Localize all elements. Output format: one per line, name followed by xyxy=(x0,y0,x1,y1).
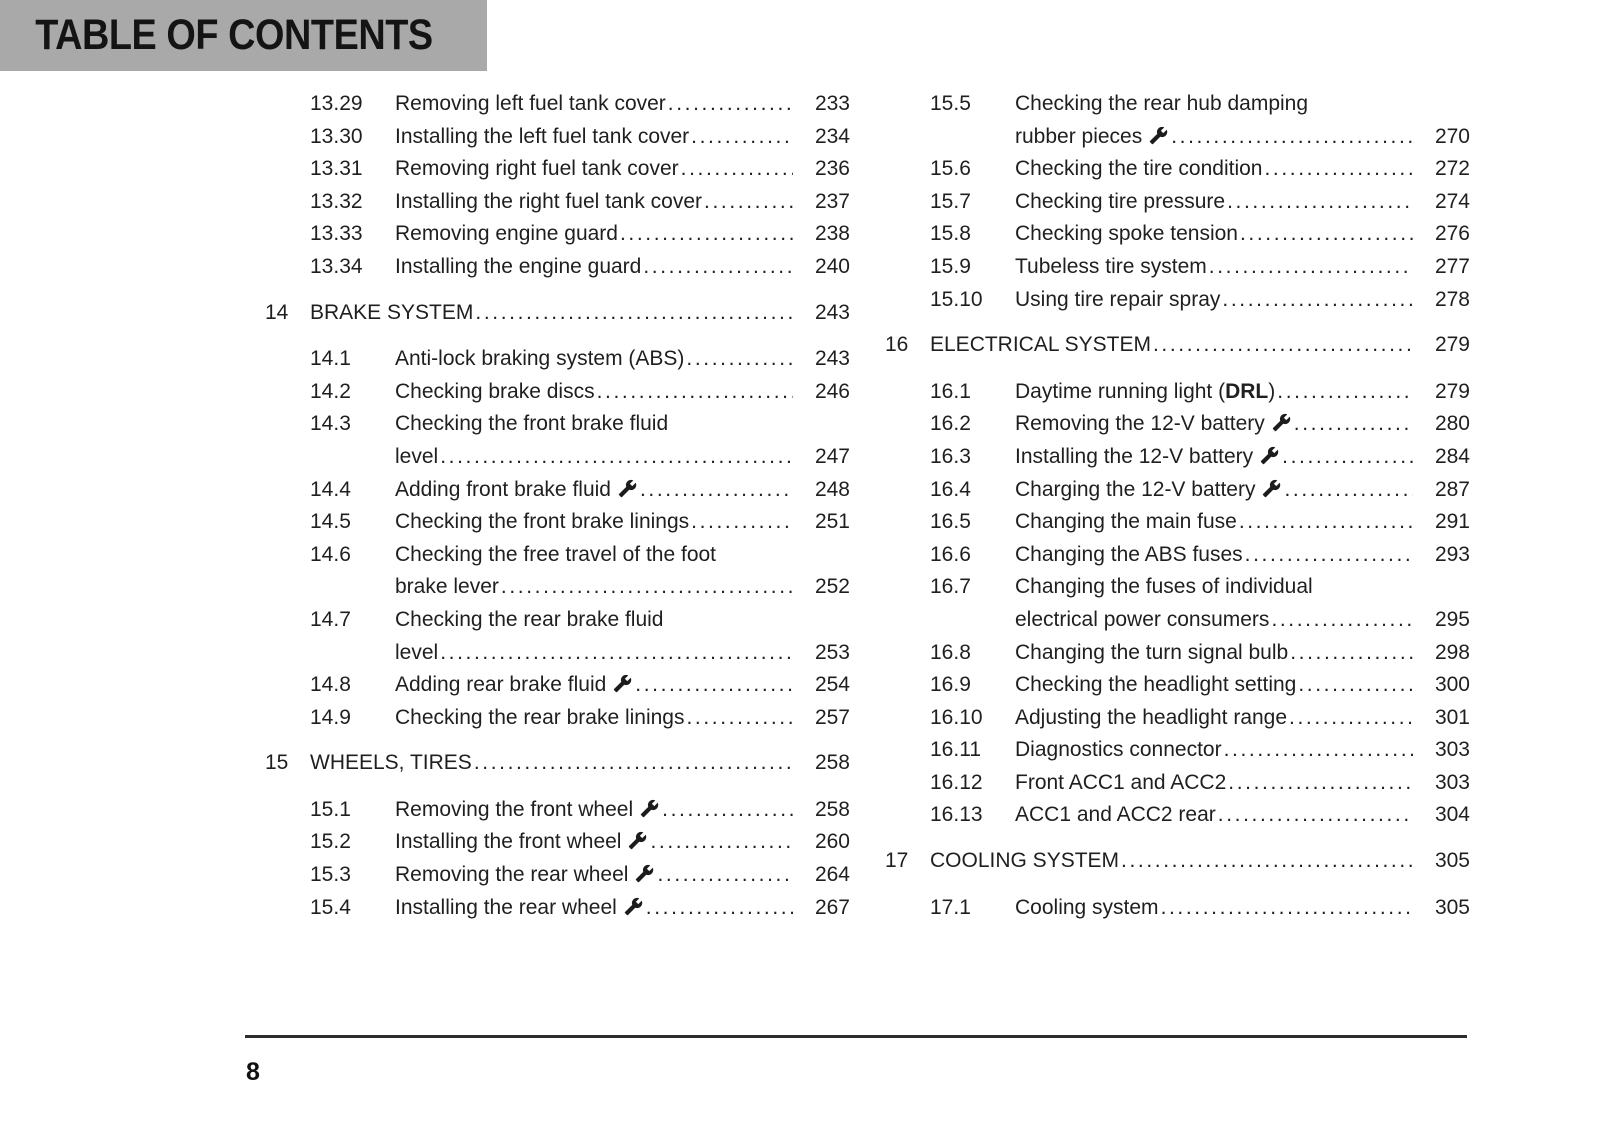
entry-page: 303 xyxy=(1434,770,1470,794)
toc-entry xyxy=(885,571,1470,604)
entry-number: 14.7 xyxy=(310,607,351,631)
entry-page: 277 xyxy=(1434,254,1470,278)
toc-entry xyxy=(265,376,850,409)
entry-page: 291 xyxy=(1434,510,1470,534)
entry-number: 13.34 xyxy=(310,254,363,278)
entry-title: level xyxy=(395,444,439,468)
entry-number: 16.13 xyxy=(930,803,983,827)
entry-title: Checking the rear hub damping xyxy=(1015,92,1309,115)
entry-number: 15.2 xyxy=(310,830,351,854)
entry-number: 17.1 xyxy=(930,895,971,919)
chapter-page: 243 xyxy=(814,300,850,324)
entry-title: Installing the left fuel tank cover xyxy=(395,124,690,148)
toc-entry xyxy=(265,218,850,251)
entry-title: Anti-lock braking system (ABS) xyxy=(395,347,685,371)
toc-entry xyxy=(265,474,850,507)
entry-page: 264 xyxy=(814,863,850,887)
toc-entry xyxy=(885,637,1470,670)
toc-entry xyxy=(265,186,850,219)
chapter-number: 17 xyxy=(885,849,909,873)
toc-entry xyxy=(265,153,850,186)
entry-number: 15.1 xyxy=(310,797,351,821)
dot-leader xyxy=(1294,408,1413,441)
entry-page: 267 xyxy=(814,895,850,919)
entry-title: Checking spoke tension xyxy=(1015,222,1238,246)
chapter-number: 14 xyxy=(265,300,289,324)
toc-entry xyxy=(265,702,850,735)
entry-title: Removing the 12-V battery xyxy=(1015,412,1265,436)
toc-entry xyxy=(265,408,850,441)
toc-entry-continuation xyxy=(265,441,850,474)
entry-title: Diagnostics connector xyxy=(1015,738,1222,762)
dot-leader xyxy=(1121,845,1413,878)
toc-entry xyxy=(265,669,850,702)
entry-page: 293 xyxy=(1434,542,1470,566)
chapter-number: 16 xyxy=(885,333,909,357)
toc-entry xyxy=(885,474,1470,507)
toc-entry xyxy=(265,859,850,892)
entry-title: Charging the 12-V battery xyxy=(1015,477,1256,501)
entry-title: Tubeless tire system xyxy=(1015,254,1207,278)
dot-leader xyxy=(1239,506,1413,539)
entry-number: 13.29 xyxy=(310,92,363,115)
entry-number: 13.32 xyxy=(310,189,363,213)
entry-page: 243 xyxy=(814,347,850,371)
toc-chapter xyxy=(885,845,1470,878)
toc-entry xyxy=(265,604,850,637)
toc-entry-continuation xyxy=(885,604,1470,637)
entry-number: 16.9 xyxy=(930,673,971,697)
entry-title: Changing the ABS fuses xyxy=(1015,542,1243,566)
toc-entry-continuation xyxy=(265,637,850,670)
toc-entry xyxy=(265,251,850,284)
entry-title: Daytime running light (DRL) xyxy=(1015,379,1276,403)
entry-number: 16.8 xyxy=(930,640,971,664)
dot-leader xyxy=(657,859,793,892)
entry-title: Checking the rear brake fluid xyxy=(395,607,664,631)
entry-title: rubber pieces xyxy=(1015,124,1143,148)
dot-leader xyxy=(635,669,793,702)
entry-page: 298 xyxy=(1434,640,1470,664)
toc-entry-continuation xyxy=(265,571,850,604)
dot-leader xyxy=(650,826,793,859)
entry-number: 16.2 xyxy=(930,412,971,436)
entry-page: 258 xyxy=(814,797,850,821)
entry-number: 16.1 xyxy=(930,379,971,403)
dot-leader xyxy=(640,474,793,507)
dot-leader xyxy=(704,186,793,219)
entry-number: 13.30 xyxy=(310,124,363,148)
toc-entry xyxy=(885,799,1470,832)
entry-title: Checking the rear brake linings xyxy=(395,705,685,729)
entry-title: Installing the 12-V battery xyxy=(1015,444,1254,468)
entry-number: 15.7 xyxy=(930,189,971,213)
toc-entry xyxy=(885,408,1470,441)
dot-leader xyxy=(1290,637,1413,670)
entry-page: 238 xyxy=(814,222,850,246)
dot-leader xyxy=(681,153,793,186)
entry-page: 287 xyxy=(1434,477,1470,501)
toc-entry xyxy=(885,218,1470,251)
entry-title: Removing engine guard xyxy=(395,222,618,246)
dot-leader xyxy=(691,121,793,154)
entry-page: 251 xyxy=(814,510,850,534)
entry-number: 14.5 xyxy=(310,510,351,534)
entry-number: 14.1 xyxy=(310,347,351,371)
toc-entry xyxy=(885,506,1470,539)
entry-title: Using tire repair spray xyxy=(1015,287,1221,311)
toc-entry xyxy=(265,794,850,827)
wrench-icon xyxy=(1260,446,1279,463)
toc-entry xyxy=(885,892,1470,925)
entry-page: 233 xyxy=(814,92,850,115)
dot-leader xyxy=(597,376,793,409)
entry-number: 13.31 xyxy=(310,157,363,181)
dot-leader xyxy=(1289,702,1413,735)
entry-title: Removing the front wheel xyxy=(395,797,634,821)
wrench-icon xyxy=(1262,479,1281,496)
toc-entry xyxy=(885,767,1470,800)
toc-entry xyxy=(885,376,1470,409)
dot-leader xyxy=(1298,669,1413,702)
dot-leader xyxy=(440,637,793,670)
dot-leader xyxy=(1171,121,1413,154)
dot-leader xyxy=(691,506,793,539)
toc-entry xyxy=(265,892,850,925)
dot-leader xyxy=(475,297,793,330)
entry-title: Installing the front wheel xyxy=(395,830,622,854)
entry-number: 14.4 xyxy=(310,477,351,501)
header-bar xyxy=(0,0,487,71)
toc-chapter xyxy=(885,329,1470,362)
entry-number: 15.6 xyxy=(930,157,971,181)
wrench-icon xyxy=(1272,413,1291,430)
entry-title: Changing the turn signal bulb xyxy=(1015,640,1289,664)
wrench-icon xyxy=(640,799,659,816)
entry-page: 253 xyxy=(814,640,850,664)
entry-title: ACC1 and ACC2 rear xyxy=(1015,803,1216,827)
toc-column-left xyxy=(265,88,850,924)
dot-leader xyxy=(1161,892,1413,925)
dot-leader xyxy=(1264,153,1413,186)
entry-number: 16.11 xyxy=(930,738,981,762)
entry-title: Checking the front brake fluid xyxy=(395,412,669,436)
entry-title: Checking the tire condition xyxy=(1015,157,1263,181)
entry-number: 16.4 xyxy=(930,477,971,501)
entry-title: Checking brake discs xyxy=(395,379,595,403)
entry-title: Checking the headlight setting xyxy=(1015,673,1297,697)
dot-leader xyxy=(1218,799,1413,832)
wrench-icon xyxy=(635,864,654,881)
chapter-page: 258 xyxy=(814,751,850,775)
entry-page: 236 xyxy=(814,157,850,181)
entry-page: 246 xyxy=(814,379,850,403)
dot-leader xyxy=(1228,767,1413,800)
entry-page: 272 xyxy=(1434,157,1470,181)
toc-entry xyxy=(885,441,1470,474)
entry-page: 274 xyxy=(1434,189,1470,213)
entry-number: 16.7 xyxy=(930,575,971,599)
wrench-icon xyxy=(628,831,647,848)
dot-leader xyxy=(1227,186,1413,219)
page-number: 8 xyxy=(246,1058,260,1086)
page-title: TABLE OF CONTENTS xyxy=(35,11,433,59)
toc-entry xyxy=(265,539,850,572)
dot-leader xyxy=(1284,474,1413,507)
entry-number: 14.3 xyxy=(310,412,351,436)
entry-title: Installing the rear wheel xyxy=(395,895,617,919)
entry-number: 15.9 xyxy=(930,254,971,278)
entry-page: 254 xyxy=(814,673,850,697)
entry-number: 14.6 xyxy=(310,542,351,566)
toc-entry xyxy=(265,121,850,154)
dot-leader xyxy=(662,794,793,827)
dot-leader xyxy=(501,571,793,604)
wrench-icon xyxy=(613,674,632,691)
entry-number: 14.9 xyxy=(310,705,351,729)
entry-title: Adjusting the headlight range xyxy=(1015,705,1288,729)
entry-title: Checking tire pressure xyxy=(1015,189,1226,213)
wrench-icon xyxy=(1149,126,1168,143)
toc-entry-continuation xyxy=(885,121,1470,154)
entry-number: 16.6 xyxy=(930,542,971,566)
entry-page: 295 xyxy=(1434,607,1470,631)
entry-title: Installing the engine guard xyxy=(395,254,642,278)
entry-page: 301 xyxy=(1434,705,1470,729)
wrench-icon xyxy=(618,479,637,496)
entry-title: Checking the front brake linings xyxy=(395,510,690,534)
toc-chapter xyxy=(265,747,850,780)
entry-number: 15.8 xyxy=(930,222,971,246)
dot-leader xyxy=(620,218,793,251)
entry-number: 15.3 xyxy=(310,863,351,887)
entry-title: Removing the rear wheel xyxy=(395,863,629,887)
entry-title: Changing the main fuse xyxy=(1015,510,1237,534)
entry-title: Adding front brake fluid xyxy=(395,477,611,501)
toc-entry xyxy=(265,343,850,376)
entry-title: Removing right fuel tank cover xyxy=(395,157,679,181)
chapter-title: BRAKE SYSTEM xyxy=(310,300,474,324)
entry-page: 276 xyxy=(1434,222,1470,246)
entry-page: 280 xyxy=(1434,412,1470,436)
entry-page: 270 xyxy=(1434,124,1470,148)
toc-entry xyxy=(885,702,1470,735)
dot-leader xyxy=(1153,329,1413,362)
entry-number: 14.2 xyxy=(310,379,351,403)
dot-leader xyxy=(686,343,793,376)
entry-title: electrical power consumers xyxy=(1015,607,1270,631)
dot-leader xyxy=(643,251,793,284)
entry-title: Cooling system xyxy=(1015,895,1159,919)
chapter-page: 279 xyxy=(1434,333,1470,357)
entry-page: 257 xyxy=(814,705,850,729)
toc-chapter xyxy=(265,297,850,330)
toc-entry xyxy=(265,88,850,121)
dot-leader xyxy=(1209,251,1413,284)
dot-leader xyxy=(1222,284,1413,317)
toc-entry xyxy=(885,251,1470,284)
toc-column-right xyxy=(885,88,1470,924)
footer-rule xyxy=(245,1035,1467,1038)
dot-leader xyxy=(1240,218,1413,251)
dot-leader xyxy=(1245,539,1413,572)
chapter-number: 15 xyxy=(265,751,289,775)
toc-entry xyxy=(885,669,1470,702)
entry-title: Front ACC1 and ACC2 xyxy=(1015,770,1227,794)
dot-leader xyxy=(1271,604,1413,637)
entry-number: 16.10 xyxy=(930,705,983,729)
entry-number: 15.5 xyxy=(930,92,971,115)
entry-title: Removing left fuel tank cover xyxy=(395,92,666,115)
dot-leader xyxy=(646,892,793,925)
toc-entry xyxy=(265,826,850,859)
wrench-icon xyxy=(624,897,643,914)
chapter-title: COOLING SYSTEM xyxy=(930,849,1120,873)
entry-page: 304 xyxy=(1434,803,1470,827)
entry-page: 303 xyxy=(1434,738,1470,762)
entry-title: Installing the right fuel tank cover xyxy=(395,189,703,213)
entry-page: 305 xyxy=(1434,895,1470,919)
entry-page: 252 xyxy=(814,575,850,599)
toc-entry xyxy=(885,186,1470,219)
dot-leader xyxy=(1277,376,1413,409)
entry-number: 15.4 xyxy=(310,895,351,919)
entry-number: 13.33 xyxy=(310,222,363,246)
entry-title: Adding rear brake fluid xyxy=(395,673,607,697)
dot-leader xyxy=(1282,441,1413,474)
toc-entry xyxy=(885,734,1470,767)
entry-number: 16.5 xyxy=(930,510,971,534)
dot-leader xyxy=(687,702,794,735)
entry-page: 278 xyxy=(1434,287,1470,311)
entry-page: 279 xyxy=(1434,379,1470,403)
entry-page: 234 xyxy=(814,124,850,148)
chapter-page: 305 xyxy=(1434,849,1470,873)
entry-title: level xyxy=(395,640,439,664)
toc-entry xyxy=(885,284,1470,317)
toc-entry xyxy=(885,153,1470,186)
chapter-title: ELECTRICAL SYSTEM xyxy=(930,333,1151,357)
entry-page: 240 xyxy=(814,254,850,278)
entry-page: 237 xyxy=(814,189,850,213)
toc-entry xyxy=(885,539,1470,572)
toc-entry xyxy=(885,88,1470,121)
entry-page: 260 xyxy=(814,830,850,854)
entry-number: 14.8 xyxy=(310,673,351,697)
entry-title: Changing the fuses of individual xyxy=(1015,575,1313,599)
entry-number: 16.12 xyxy=(930,770,983,794)
dot-leader xyxy=(440,441,793,474)
dot-leader xyxy=(668,88,793,121)
chapter-title: WHEELS, TIRES xyxy=(310,751,472,775)
toc-entry xyxy=(265,506,850,539)
entry-page: 284 xyxy=(1434,444,1470,468)
entry-title: brake lever xyxy=(395,575,499,599)
dot-leader xyxy=(474,747,793,780)
entry-page: 300 xyxy=(1434,673,1470,697)
entry-number: 16.3 xyxy=(930,444,971,468)
entry-page: 248 xyxy=(814,477,850,501)
entry-number: 15.10 xyxy=(930,287,983,311)
dot-leader xyxy=(1224,734,1413,767)
entry-page: 247 xyxy=(814,444,850,468)
entry-title: Checking the free travel of the foot xyxy=(395,542,717,566)
